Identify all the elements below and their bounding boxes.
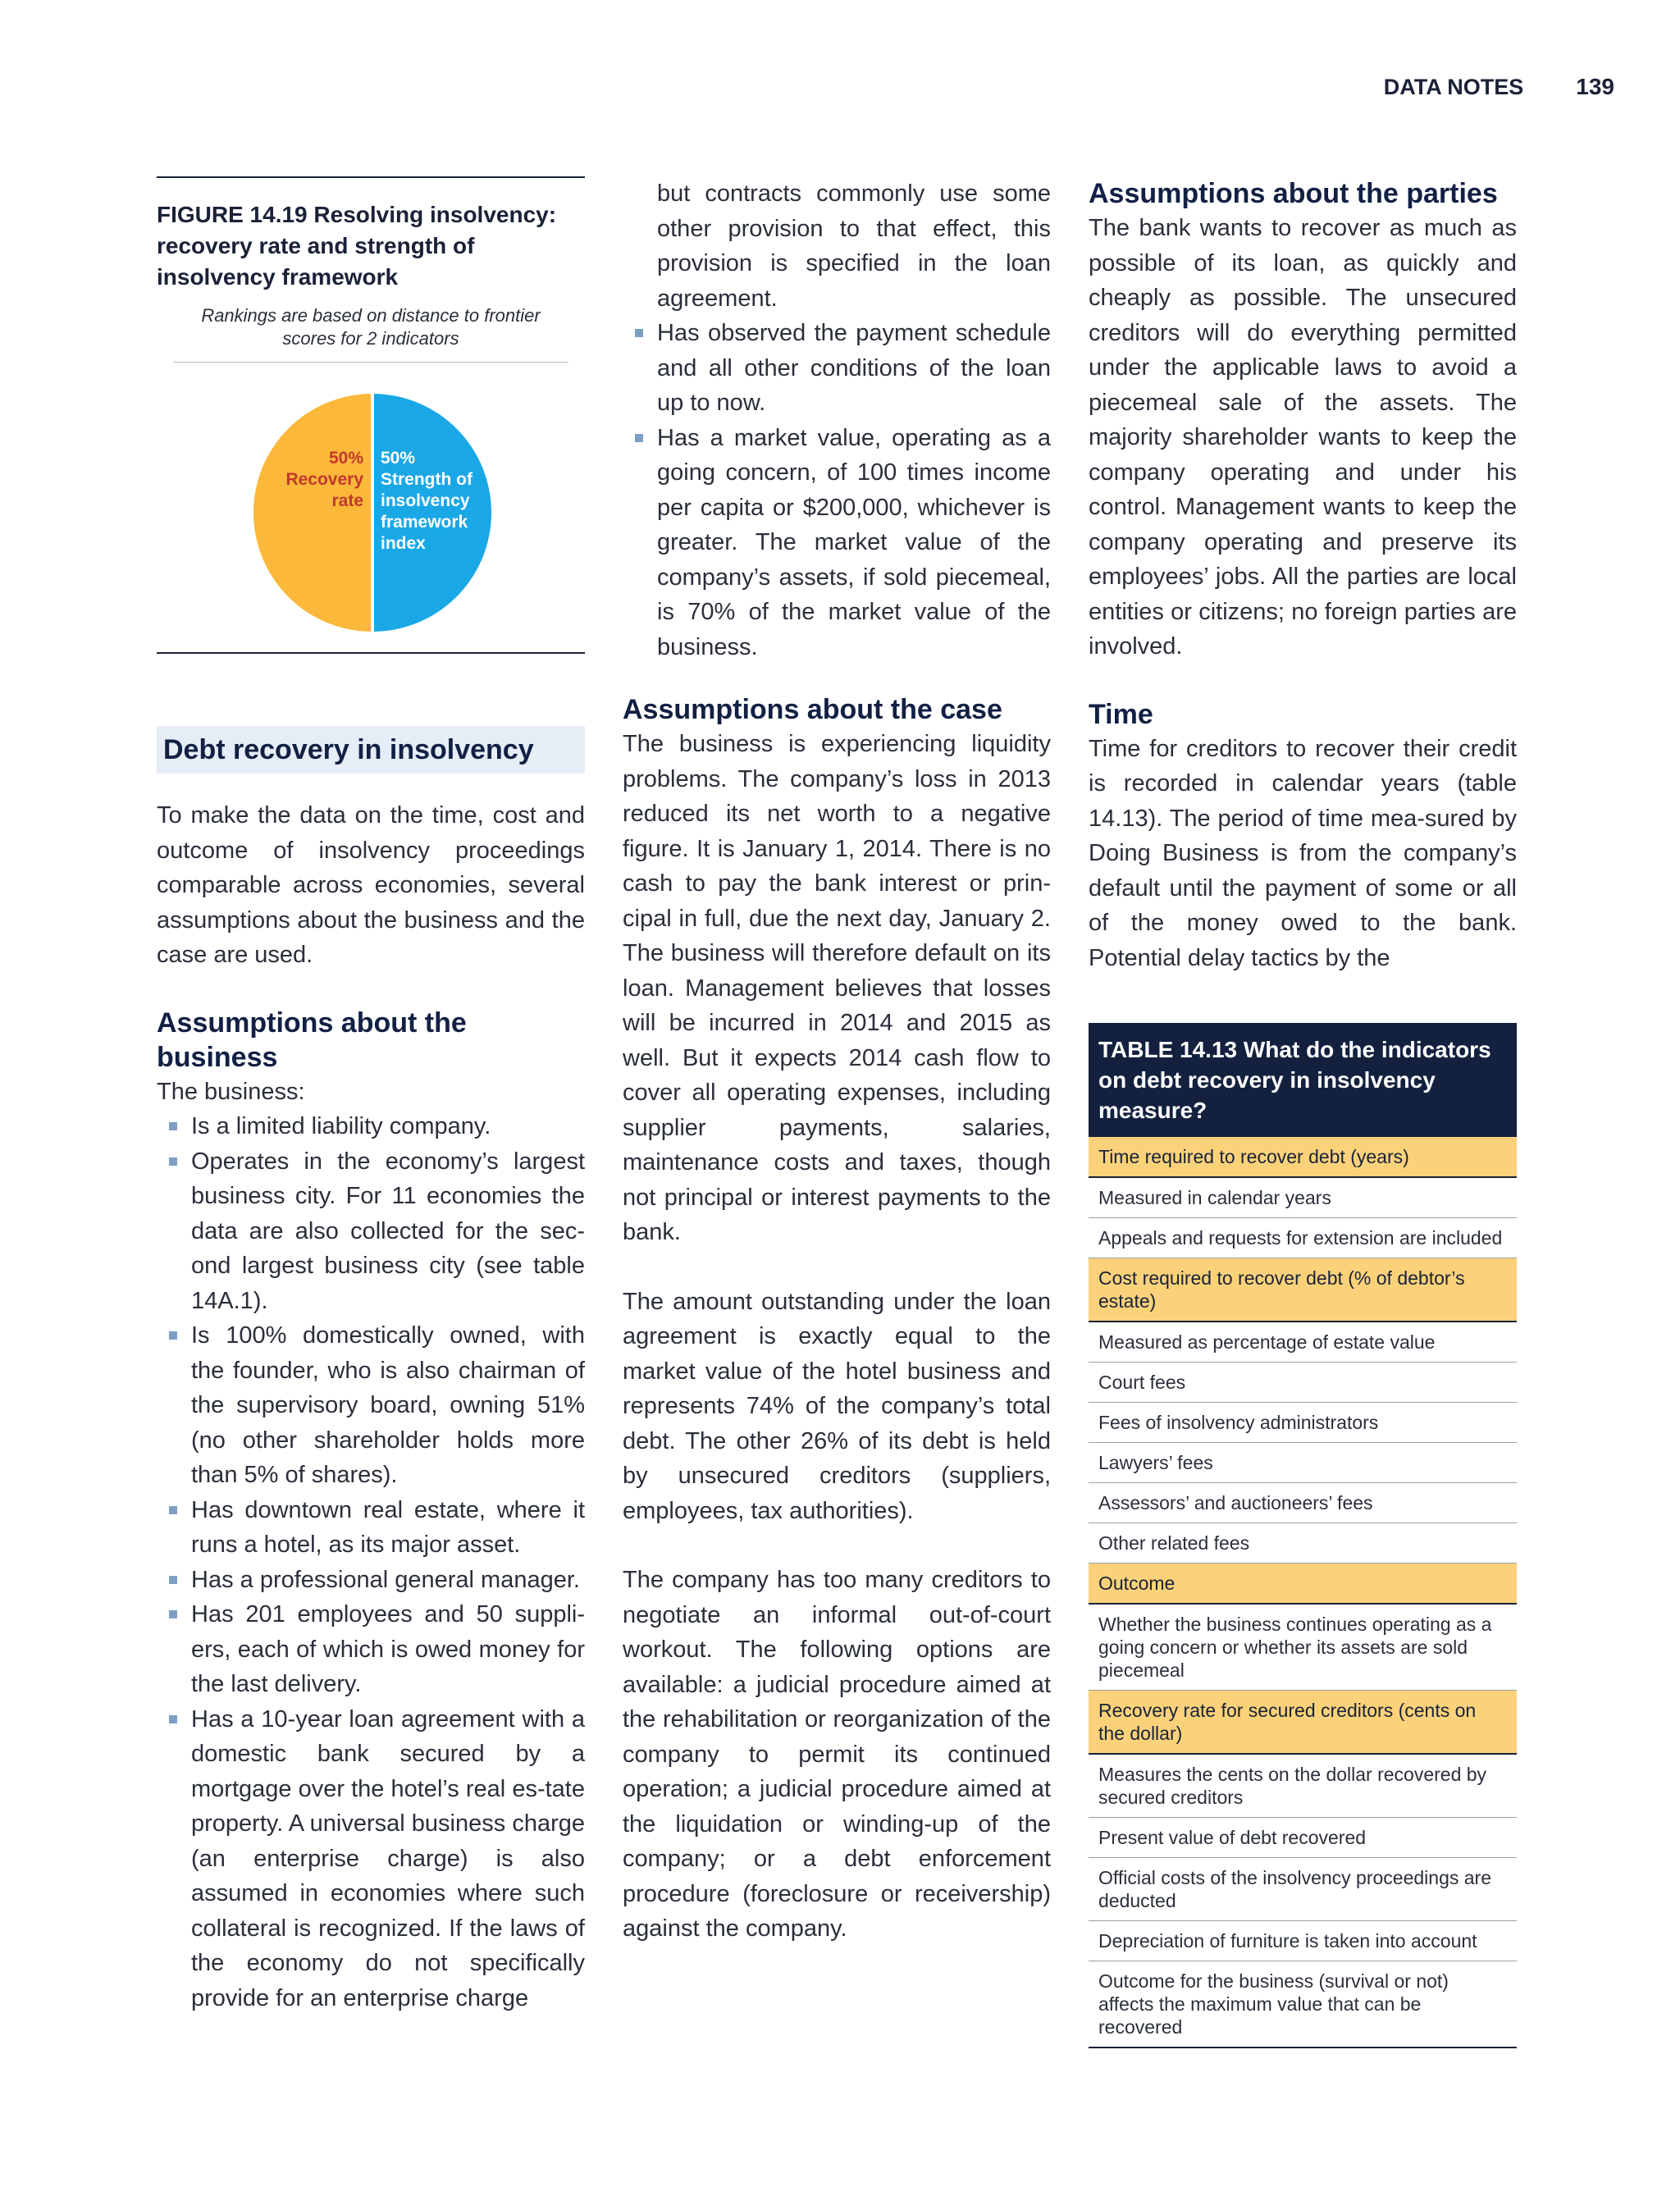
list-item-text: Has a 10-year loan agreement with a domestic bank secured by a mortgage over the hotel’s real es-tate property. A universal business charge (an enterprise charge) is also assumed in economies where such collateral is recognized. If the laws of the economy do not specifically provide for an enterprise charge: [191, 1705, 585, 2011]
case-paragraph-3: The company has too many creditors to negotiate an informal out-of-court workout. The following options are available: a judicial procedure aimed at the rehabilitation or reorganization of the company to permit its continued operation; a judicial procedure aimed at the liquidation or winding-up of the company; or a debt enforcement procedure (foreclosure or receivership) against the company.: [623, 1567, 1051, 1942]
case-paragraph-1: The business is experiencing liquidity problems. The company’s loss in 2013 reduced its net worth to a negative figure. It is January 1, 2014. There is no cash to pay the bank interest or prin-cipal in full, due the next day, January 2. The business will therefore default on its loan. Management believes that losses will be incurred in 2014 and 2015 as well. But it expects 2014 cash flow to cover all operating expenses, including supplier payments, salaries, maintenance costs and taxes, though not principal or interest payments to the bank.: [623, 731, 1051, 1245]
business-lead: The business:: [157, 1078, 305, 1105]
bullet-icon: [635, 329, 643, 337]
bullet-icon: [169, 1610, 177, 1618]
table-row: Depreciation of furniture is taken into account: [1089, 1921, 1517, 1961]
business-bullets-continued: [623, 176, 1051, 664]
table-row: Present value of debt recovered: [1089, 1818, 1517, 1858]
table-row: Measured in calendar years: [1089, 1178, 1517, 1218]
table-category-row: Time required to recover debt (years): [1089, 1137, 1517, 1178]
bullet-icon: [169, 1715, 177, 1723]
list-item: [157, 1318, 585, 1493]
column-1: [157, 176, 585, 2016]
list-item: [157, 1597, 585, 1702]
list-item: [157, 1563, 585, 1598]
list-item-text: Operates in the economy’s largest business city. For 11 economies the data are also collected for the sec-ond largest business city (see table 14A.1).: [191, 1148, 585, 1314]
case-heading: Assumptions about the case: [623, 694, 1002, 725]
time-paragraph: Time for creditors to recover their credit is recorded in calendar years (table 14.13). The period of time mea-sured by Doing Business is from the company’s default until the payment of some or all of the money owed to the bank. Potential delay tactics by the: [1089, 735, 1517, 971]
pie-label-pct: 50%: [381, 449, 416, 468]
list-item-continued: [623, 176, 1051, 316]
bullet-icon: [169, 1157, 177, 1166]
list-item-text: but contracts commonly use some other provision to that effect, this provision is specified in the loan agreement.: [657, 180, 1051, 312]
table-row: Fees of insolvency administrators: [1089, 1403, 1517, 1443]
table-row: Whether the business continues operating as a going concern or whether its assets are sold piecemeal: [1089, 1605, 1517, 1691]
business-bullets: [157, 1109, 585, 2016]
bullet-icon: [635, 434, 643, 442]
list-item-text: Has observed the payment schedule and all other conditions of the loan up to now.: [657, 320, 1051, 416]
list-item-text: Has 201 employees and 50 suppli-ers, each of which is owed money for the last delivery.: [191, 1601, 585, 1697]
pie-label-recovery-rate: [285, 448, 363, 512]
page-header: [1384, 74, 1614, 100]
pie-label-text: index: [381, 534, 426, 553]
bullet-icon: [169, 1122, 177, 1130]
bullet-icon: [169, 1576, 177, 1584]
section-box-heading: Debt recovery in insolvency: [157, 726, 585, 774]
list-item-text: Has a professional general manager.: [191, 1566, 580, 1593]
business-heading: Assumptions about the business: [157, 1007, 467, 1073]
table-category-row: Cost required to recover debt (% of debtor’s estate): [1089, 1258, 1517, 1322]
time-heading: Time: [1089, 698, 1153, 730]
list-item: [157, 1702, 585, 2016]
intro-paragraph: To make the data on the time, cost and outcome of insolvency proceedings comparable across economies, several assumptions about the business and the case are used.: [157, 802, 585, 968]
case-paragraph-2: The amount outstanding under the loan agreement is exactly equal to the market value of the hotel business and represents 74% of the company’s total debt. The other 26% of its debt is held by unsecured creditors (suppliers, employees, tax authorities).: [623, 1288, 1051, 1524]
list-item: [157, 1109, 585, 1144]
table-14-13: [1089, 1023, 1517, 2048]
list-item-text: Has downtown real estate, where it runs a hotel, as its major asset.: [191, 1496, 585, 1558]
pie-slice-recovery-rate: [253, 394, 372, 632]
pie-chart: [157, 382, 585, 645]
pie-label-text: Strength of: [381, 470, 472, 489]
table-row: Measured as percentage of estate value: [1089, 1322, 1517, 1363]
list-item-text: Is a limited liability company.: [191, 1113, 491, 1139]
list-item: [623, 421, 1051, 665]
bullet-icon: [169, 1331, 177, 1340]
table-body: [1089, 1137, 1517, 2048]
pie-label-text: Recovery: [285, 470, 363, 489]
parties-paragraph: The bank wants to recover as much as possible of its loan, as quickly and cheaply as possible. The unsecured creditors will do everything permitted under the applicable laws to avoid a piecemeal sale of the assets. The majority shareholder wants to keep the company operating and under his control. Management wants to keep the company operating and preserve its employees’ jobs. All the parties are local entities or citizens; no foreign parties are involved.: [1089, 215, 1517, 660]
page-number: 139: [1576, 74, 1614, 99]
table-row: Other related fees: [1089, 1523, 1517, 1564]
pie-label-strength-index: [381, 448, 495, 555]
list-item-text: Is 100% domestically owned, with the founder, who is also chairman of the supervisory board, owning 51% (no other shareholder holds more than 5% of shares).: [191, 1322, 585, 1488]
table-row: Lawyers’ fees: [1089, 1443, 1517, 1483]
pie-label-text: rate: [331, 491, 363, 510]
table-row: Assessors’ and auctioneers’ fees: [1089, 1483, 1517, 1523]
pie-label-pct: 50%: [328, 449, 363, 468]
table-category-row: Outcome: [1089, 1564, 1517, 1605]
table-row: Official costs of the insolvency proceedings are deducted: [1089, 1858, 1517, 1921]
table-row: Court fees: [1089, 1363, 1517, 1403]
running-head: DATA NOTES: [1383, 75, 1524, 99]
figure-divider: [173, 362, 568, 363]
table-category-row: Recovery rate for secured creditors (cents on the dollar): [1089, 1691, 1517, 1755]
pie-label-text: insolvency: [381, 491, 470, 510]
column-2: [623, 176, 1051, 1947]
table-title: TABLE 14.13 What do the indicators on debt recovery in insolvency measure?: [1089, 1023, 1517, 1137]
figure-title: FIGURE 14.19 Resolving insolvency: recovery rate and strength of insolvency framework: [157, 202, 557, 290]
pie-label-text: framework: [381, 513, 468, 532]
list-item: [623, 316, 1051, 421]
figure-note: Rankings are based on distance to frontier scores for 2 indicators: [201, 305, 541, 349]
table-row: Outcome for the business (survival or not) affects the maximum value that can be recovered: [1089, 1961, 1517, 2048]
list-item: [157, 1493, 585, 1563]
table-row: Appeals and requests for extension are included: [1089, 1218, 1517, 1258]
parties-heading: Assumptions about the parties: [1089, 178, 1498, 209]
column-3: [1089, 176, 1517, 2048]
table-row: Measures the cents on the dollar recovered by secured creditors: [1089, 1755, 1517, 1818]
list-item: [157, 1144, 585, 1319]
list-item-text: Has a market value, operating as a going concern, of 100 times income per capita or $200,000, whichever is greater. The market value of the company’s assets, if sold piecemeal, is 70% of the market value of the business.: [657, 424, 1051, 660]
bullet-icon: [169, 1506, 177, 1514]
figure-14-19: [157, 176, 585, 654]
